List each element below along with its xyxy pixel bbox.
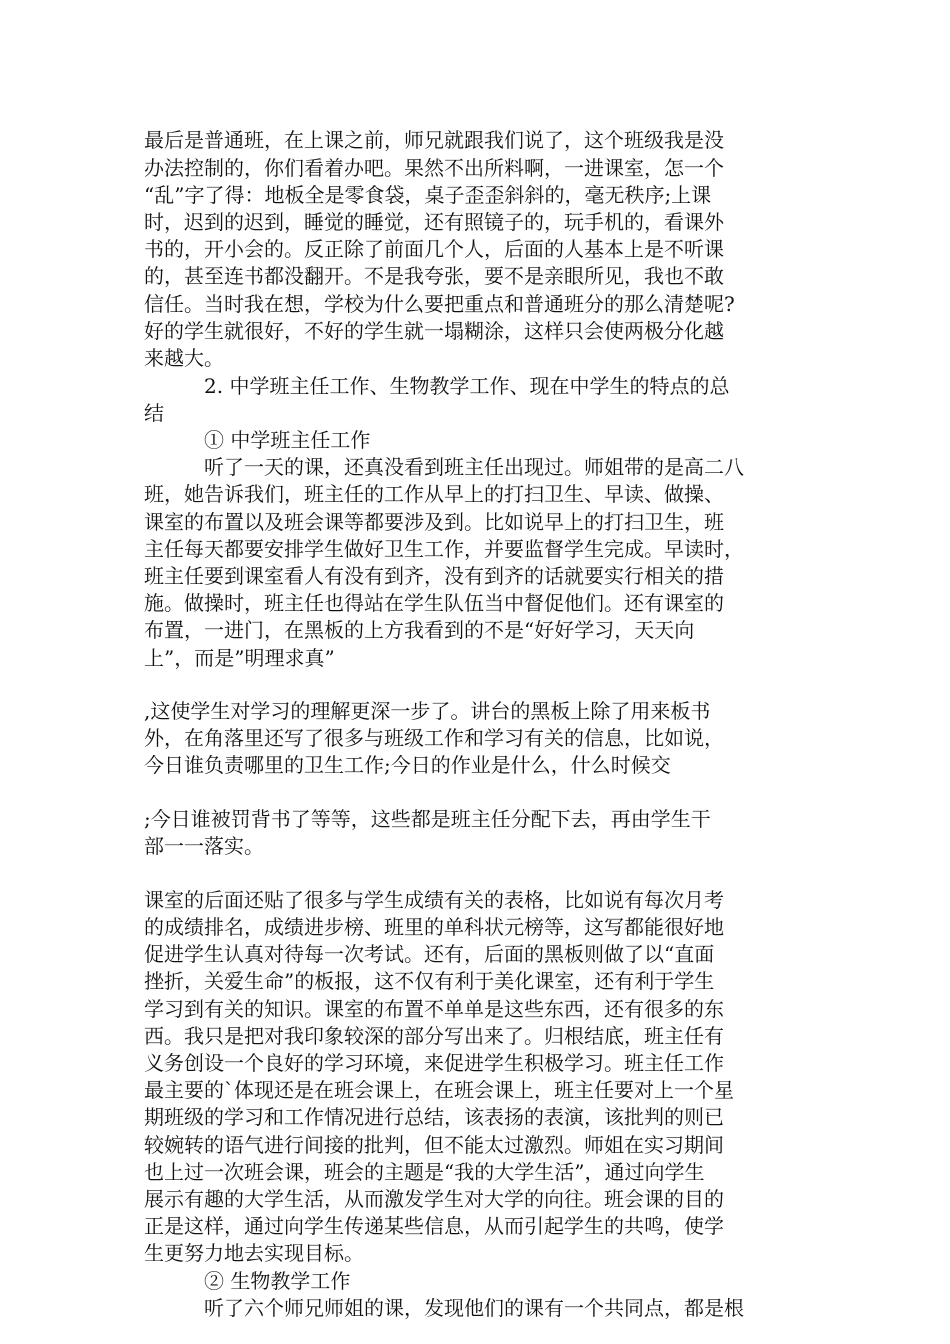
- paragraph-line: 好的学生就很好，不好的学生就一塌糊涂，这样只会使两极分化越: [144, 319, 724, 343]
- paragraph-line: ;今日谁被罚背书了等等，这些都是班主任分配下去，再由学生干: [144, 807, 711, 831]
- paragraph-line: 期班级的学习和工作情况进行总结，该表扬的表演，该批判的则已: [144, 1105, 724, 1129]
- paragraph-line: 时，迟到的迟到，睡觉的睡觉，还有照镜子的，玩手机的，看课外: [144, 210, 724, 234]
- paragraph-line: 挫折，关爱生命”的板报，这不仅有利于美化课室，还有利于学生: [144, 969, 715, 993]
- paragraph-line: 的成绩排名，成绩进步榜、班里的单科状元榜等，这写都能很好地: [144, 915, 724, 939]
- paragraph-line: 生更努力地去实现目标。: [144, 1241, 364, 1265]
- paragraph-line: 也上过一次班会课，班会的主题是“我的大学生活”，通过向学生: [144, 1160, 705, 1184]
- paragraph-line: 主任每天都要安排学生做好卫生工作，并要监督学生完成。早读时，: [144, 537, 744, 561]
- subsection-heading: ① 中学班主任工作: [204, 428, 371, 452]
- paragraph-line: 班主任要到课室看人有没有到齐，没有到齐的话就要实行相关的措: [144, 564, 724, 588]
- paragraph-line: 部一一落实。: [144, 834, 264, 858]
- subsection-heading: ② 生物教学工作: [204, 1269, 351, 1293]
- paragraph-line: 课室的后面还贴了很多与学生成绩有关的表格，比如说有每次月考: [144, 888, 724, 912]
- paragraph-line: 外，在角落里还写了很多与班级工作和学习有关的信息，比如说，: [144, 726, 724, 750]
- paragraph-line: 今日谁负责哪里的卫生工作;今日的作业是什么，什么时候交: [144, 753, 671, 777]
- paragraph-line: 来越大。: [144, 346, 224, 370]
- paragraph-line: 较婉转的语气进行间接的批判，但不能太过激烈。师姐在实习期间: [144, 1133, 724, 1157]
- paragraph-line: “乱”字了得：地板全是零食袋，桌子歪歪斜斜的，毫无秩序;上课: [144, 183, 712, 207]
- paragraph-line: 施。做操时，班主任也得站在学生队伍当中督促他们。还有课室的: [144, 591, 724, 615]
- paragraph-line: 最后是普通班，在上课之前，师兄就跟我们说了，这个班级我是没: [144, 128, 724, 152]
- paragraph-line: 班，她告诉我们，班主任的工作从早上的打扫卫生、早读、做操、: [144, 482, 724, 506]
- paragraph-line: 信任。当时我在想，学校为什么要把重点和普通班分的那么清楚呢?: [144, 292, 735, 316]
- paragraph-line: ,这使学生对学习的理解更深一步了。讲台的黑板上除了用来板书: [144, 699, 711, 723]
- section-heading: 2. 中学班主任工作、生物教学工作、现在中学生的特点的总: [204, 374, 730, 398]
- paragraph-line: 最主要的`体现还是在班会课上，在班会课上，班主任要对上一个星: [144, 1078, 734, 1102]
- paragraph-line: 促进学生认真对待每一次考试。还有，后面的黑板则做了以“直面: [144, 942, 715, 966]
- paragraph-line: 课室的布置以及班会课等都要涉及到。比如说早上的打扫卫生，班: [144, 510, 724, 534]
- paragraph-line: 上”，而是”明理求真”: [144, 646, 335, 670]
- paragraph-line: 的，甚至连书都没翻开。不是我夸张，要不是亲眼所见，我也不敢: [144, 264, 724, 288]
- paragraph-line: 展示有趣的大学生活，从而激发学生对大学的向往。班会课的目的: [144, 1187, 724, 1211]
- paragraph-line: 西。我只是把对我印象较深的部分写出来了。归根结底，班主任有: [144, 1024, 724, 1048]
- paragraph-line: 正是这样，通过向学生传递某些信息，从而引起学生的共鸣，使学: [144, 1214, 724, 1238]
- section-heading-continued: 结: [144, 401, 164, 425]
- paragraph-line: 布置，一进门，在黑板的上方我看到的不是“好好学习，天天向: [144, 618, 695, 642]
- paragraph-line: 听了一天的课，还真没看到班主任出现过。师姐带的是高二八: [204, 455, 744, 479]
- paragraph-line: 学习到有关的知识。课室的布置不单单是这些东西，还有很多的东: [144, 997, 724, 1021]
- paragraph-line: 书的，开小会的。反正除了前面几个人，后面的人基本上是不听课: [144, 237, 724, 261]
- paragraph-line: 义务创设一个良好的学习环境，来促进学生积极学习。班主任工作: [144, 1051, 724, 1075]
- paragraph-line: 办法控制的，你们看着办吧。果然不出所料啊，一进课室，怎一个: [144, 156, 724, 180]
- paragraph-line: 听了六个师兄师姐的课，发现他们的课有一个共同点，都是根: [204, 1296, 744, 1320]
